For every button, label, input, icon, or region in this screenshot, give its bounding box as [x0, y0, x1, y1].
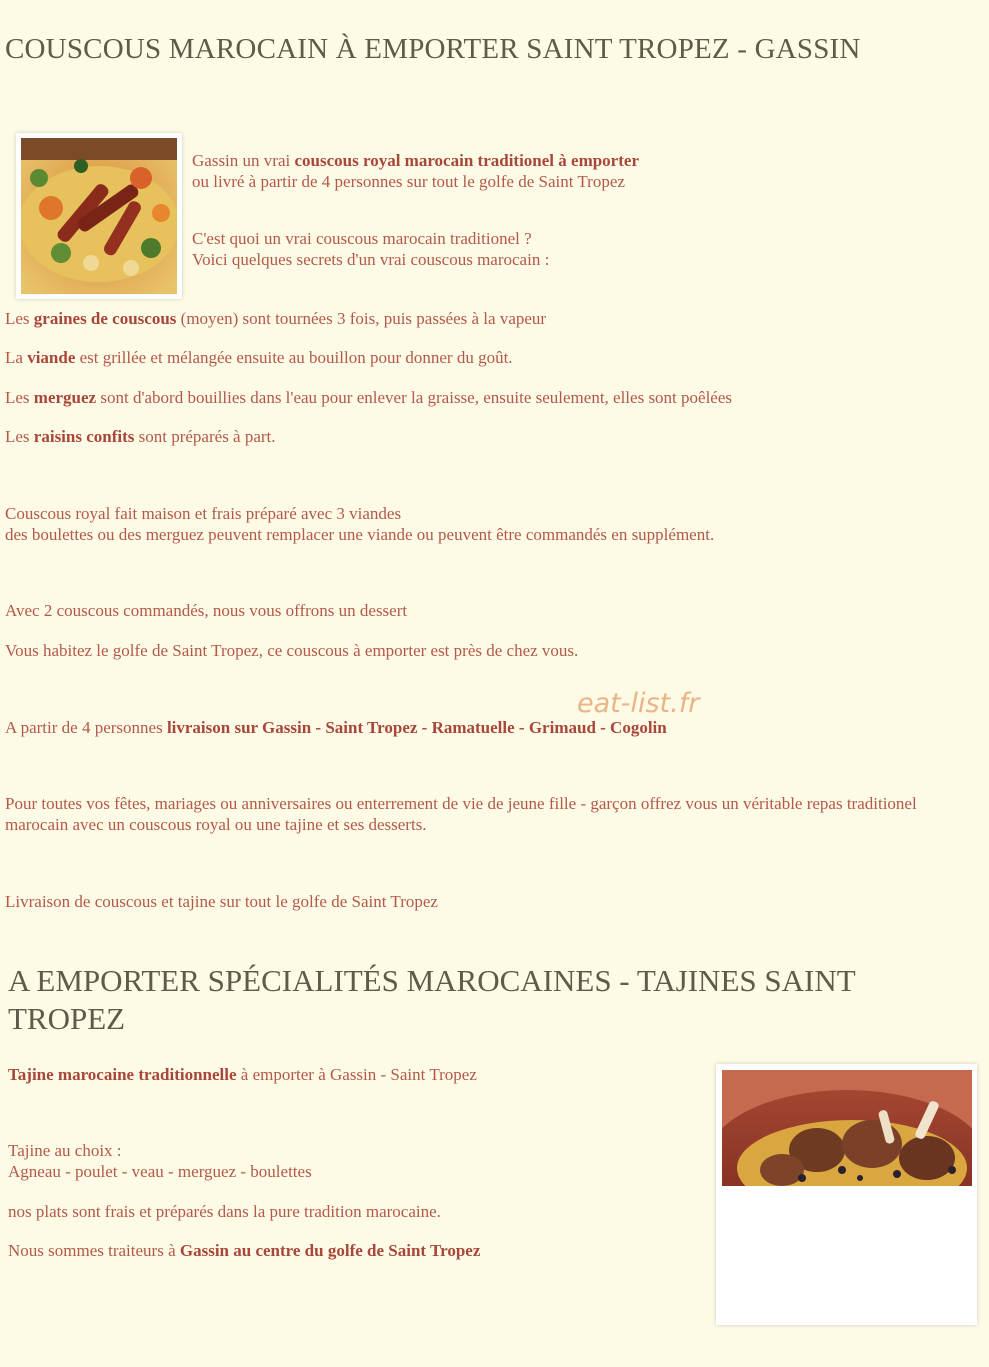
- watermark: eat-list.fr: [577, 688, 700, 719]
- near-you: Vous habitez le golfe de Saint Tropez, ce couscous à emporter est près de chez vous.: [5, 641, 579, 660]
- tajine-photo-frame: [716, 1064, 977, 1325]
- golfe-delivery: Livraison de couscous et tajine sur tout le golfe de Saint Tropez: [5, 892, 438, 911]
- tajine-choice-list: Agneau - poulet - veau - merguez - boulettes: [8, 1162, 312, 1181]
- couscous-photo-icon: [21, 138, 177, 294]
- intro-line-4: Voici quelques secrets d'un vrai couscous marocain :: [192, 250, 550, 269]
- dessert-offer: Avec 2 couscous commandés, nous vous offrons un dessert: [5, 601, 408, 620]
- intro-line-2: ou livré à partir de 4 personnes sur tout le golfe de Saint Tropez: [192, 172, 625, 191]
- intro-line-3: C'est quoi un vrai couscous marocain traditionel ?: [192, 229, 532, 248]
- royal-line-1: Couscous royal fait maison et frais préparé avec 3 viandes: [5, 504, 402, 523]
- royal-line-2: des boulettes ou des merguez peuvent remplacer une viande ou peuvent être commandés en supplément.: [5, 525, 715, 544]
- events-text: Pour toutes vos fêtes, mariages ou anniversaires ou enterrement de vie de jeune fille - garçon offrez vous un véritable repas traditionel marocain avec un couscous royal ou une tajine et ses desserts.: [5, 794, 917, 834]
- secret-viande: La viande est grillée et mélangée ensuite au bouillon pour donner du goût.: [5, 348, 513, 367]
- couscous-photo-frame: [16, 133, 182, 299]
- tajine-photo-icon: [722, 1070, 972, 1186]
- page-title: COUSCOUS MAROCAIN À EMPORTER SAINT TROPEZ - GASSIN: [5, 33, 861, 65]
- tajine-intro: Tajine marocaine traditionnelle à emporter à Gassin - Saint Tropez: [8, 1065, 477, 1084]
- secret-graines: Les graines de couscous (moyen) sont tournées 3 fois, puis passées à la vapeur: [5, 309, 547, 328]
- caterer-location: Nous sommes traiteurs à Gassin au centre du golfe de Saint Tropez: [8, 1241, 481, 1260]
- delivery-zones: A partir de 4 personnes livraison sur Gassin - Saint Tropez - Ramatuelle - Grimaud - Cogolin: [5, 718, 667, 737]
- fresh-dishes: nos plats sont frais et préparés dans la pure tradition marocaine.: [8, 1202, 441, 1221]
- secret-merguez: Les merguez sont d'abord bouillies dans l'eau pour enlever la graisse, ensuite seulement, elles sont poêlées: [5, 388, 733, 407]
- tajine-choice-label: Tajine au choix :: [8, 1141, 122, 1160]
- section-title-tajines: A EMPORTER SPÉCIALITÉS MAROCAINES - TAJINES SAINT TROPEZ: [8, 963, 856, 1036]
- secret-raisins: Les raisins confits sont préparés à part.: [5, 427, 276, 446]
- intro-line-1: Gassin un vrai couscous royal marocain traditionel à emporter: [192, 151, 639, 170]
